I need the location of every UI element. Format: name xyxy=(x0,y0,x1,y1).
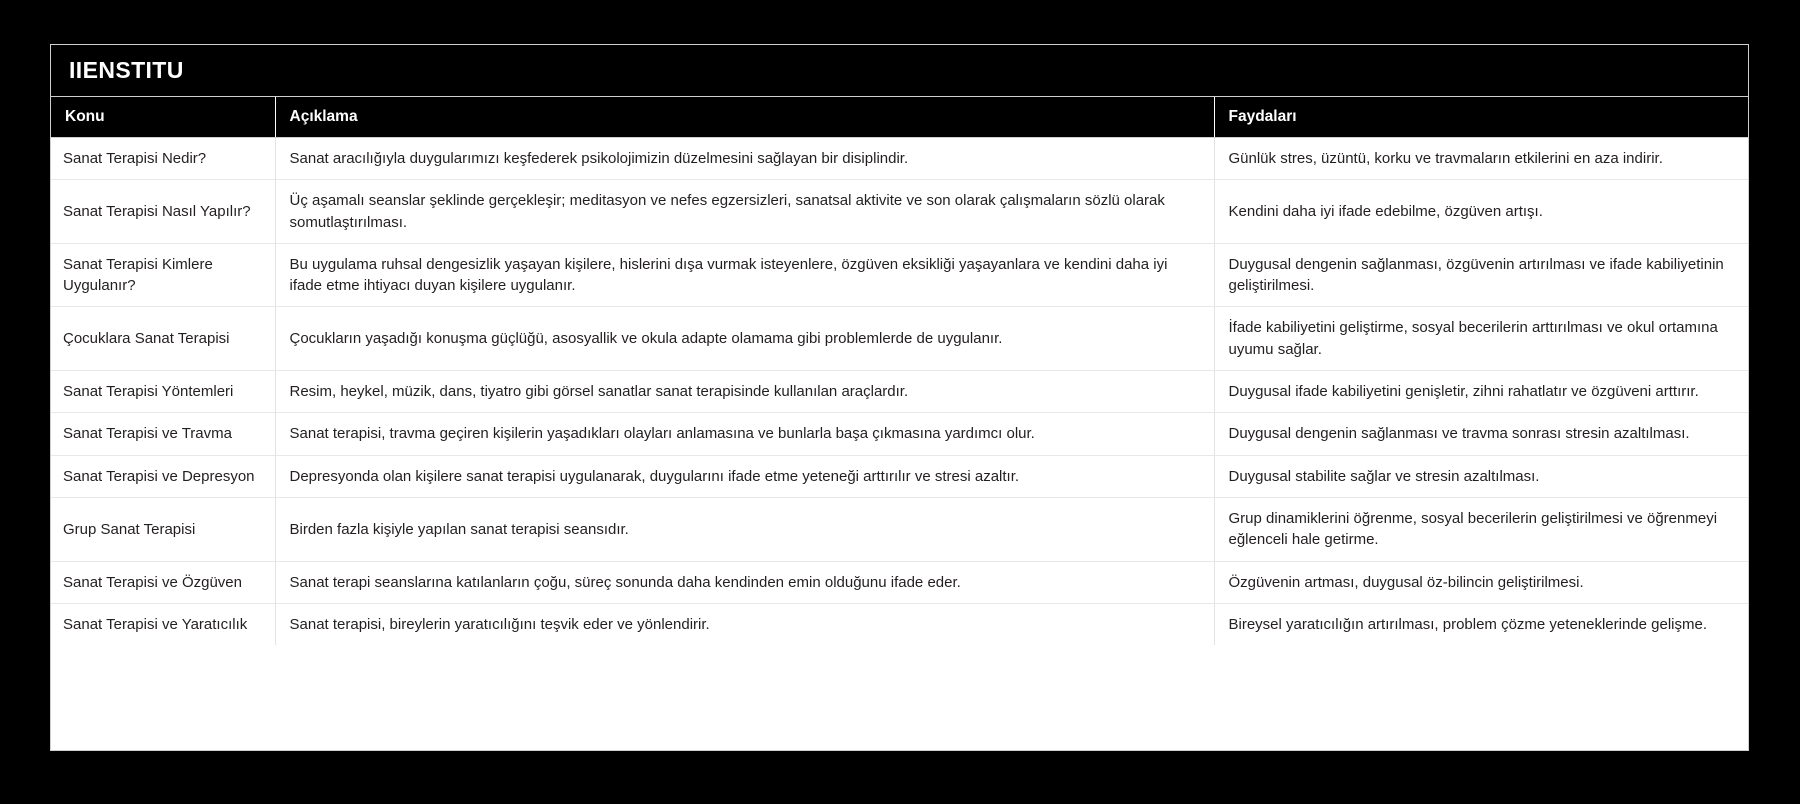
table-row xyxy=(51,180,1748,244)
cell-aciklama: Depresyonda olan kişilere sanat terapisi uygulanarak, duygularını ifade etme yeteneği arttırılır ve stresi azaltır. xyxy=(275,455,1214,497)
cell-faydalari: Günlük stres, üzüntü, korku ve travmaların etkilerini en aza indirir. xyxy=(1214,138,1748,180)
cell-aciklama: Sanat terapisi, travma geçiren kişilerin yaşadıkları olayları anlamasına ve bunlarla başa çıkmasına yardımcı olur. xyxy=(275,413,1214,455)
cell-aciklama: Bu uygulama ruhsal dengesizlik yaşayan kişilere, hislerini dışa vurmak isteyenlere, özgüven eksikliği yaşayanlara ve kendini daha iyi ifade etme ihtiyacı duyan kişilere uygulanır. xyxy=(275,243,1214,307)
column-header-faydalari[interactable]: Faydaları xyxy=(1214,97,1748,138)
brand-header xyxy=(51,45,1748,97)
cell-faydalari: Duygusal dengenin sağlanması ve travma sonrası stresin azaltılması. xyxy=(1214,413,1748,455)
cell-faydalari: Duygusal dengenin sağlanması, özgüvenin artırılması ve ifade kabiliyetinin geliştirilmesi. xyxy=(1214,243,1748,307)
table-row xyxy=(51,307,1748,371)
brand-title: IIENSTITU xyxy=(69,57,184,83)
cell-aciklama: Resim, heykel, müzik, dans, tiyatro gibi görsel sanatlar sanat terapisinde kullanılan araçlardır. xyxy=(275,371,1214,413)
cell-faydalari: Özgüvenin artması, duygusal öz-bilincin geliştirilmesi. xyxy=(1214,561,1748,603)
cell-aciklama: Birden fazla kişiyle yapılan sanat terapisi seansıdır. xyxy=(275,497,1214,561)
cell-faydalari: Duygusal stabilite sağlar ve stresin azaltılması. xyxy=(1214,455,1748,497)
cell-konu: Sanat Terapisi Nasıl Yapılır? xyxy=(51,180,275,244)
column-header-aciklama[interactable]: Açıklama xyxy=(275,97,1214,138)
cell-faydalari: İfade kabiliyetini geliştirme, sosyal becerilerin arttırılması ve okul ortamına uyumu sağlar. xyxy=(1214,307,1748,371)
cell-konu: Grup Sanat Terapisi xyxy=(51,497,275,561)
table-row xyxy=(51,561,1748,603)
table-header-row xyxy=(51,97,1748,138)
cell-konu: Sanat Terapisi ve Depresyon xyxy=(51,455,275,497)
table-row xyxy=(51,603,1748,645)
cell-konu: Sanat Terapisi ve Travma xyxy=(51,413,275,455)
cell-konu: Sanat Terapisi Yöntemleri xyxy=(51,371,275,413)
table-header xyxy=(51,97,1748,138)
cell-konu: Sanat Terapisi Kimlere Uygulanır? xyxy=(51,243,275,307)
art-therapy-table xyxy=(51,97,1748,645)
cell-konu: Sanat Terapisi ve Özgüven xyxy=(51,561,275,603)
cell-faydalari: Grup dinamiklerini öğrenme, sosyal becerilerin geliştirilmesi ve öğrenmeyi eğlenceli hale getirme. xyxy=(1214,497,1748,561)
cell-aciklama: Sanat terapi seanslarına katılanların çoğu, süreç sonunda daha kendinden emin olduğunu ifade eder. xyxy=(275,561,1214,603)
cell-konu: Çocuklara Sanat Terapisi xyxy=(51,307,275,371)
table-row xyxy=(51,413,1748,455)
info-table-card xyxy=(50,44,1749,751)
cell-aciklama: Üç aşamalı seanslar şeklinde gerçekleşir; meditasyon ve nefes egzersizleri, sanatsal aktivite ve son olarak çalışmaların sözlü olarak somutlaştırılması. xyxy=(275,180,1214,244)
table-row xyxy=(51,371,1748,413)
cell-faydalari: Bireysel yaratıcılığın artırılması, problem çözme yeteneklerinde gelişme. xyxy=(1214,603,1748,645)
cell-faydalari: Duygusal ifade kabiliyetini genişletir, zihni rahatlatır ve özgüveni arttırır. xyxy=(1214,371,1748,413)
cell-aciklama: Çocukların yaşadığı konuşma güçlüğü, asosyallik ve okula adapte olamama gibi problemlerde de uygulanır. xyxy=(275,307,1214,371)
table-body xyxy=(51,138,1748,646)
cell-faydalari: Kendini daha iyi ifade edebilme, özgüven artışı. xyxy=(1214,180,1748,244)
table-row xyxy=(51,138,1748,180)
cell-konu: Sanat Terapisi Nedir? xyxy=(51,138,275,180)
table-body-region xyxy=(51,97,1748,750)
column-header-konu[interactable]: Konu xyxy=(51,97,275,138)
cell-aciklama: Sanat aracılığıyla duygularımızı keşfederek psikolojimizin düzelmesini sağlayan bir disiplindir. xyxy=(275,138,1214,180)
table-row xyxy=(51,497,1748,561)
table-row xyxy=(51,455,1748,497)
table-row xyxy=(51,243,1748,307)
cell-aciklama: Sanat terapisi, bireylerin yaratıcılığını teşvik eder ve yönlendirir. xyxy=(275,603,1214,645)
cell-konu: Sanat Terapisi ve Yaratıcılık xyxy=(51,603,275,645)
